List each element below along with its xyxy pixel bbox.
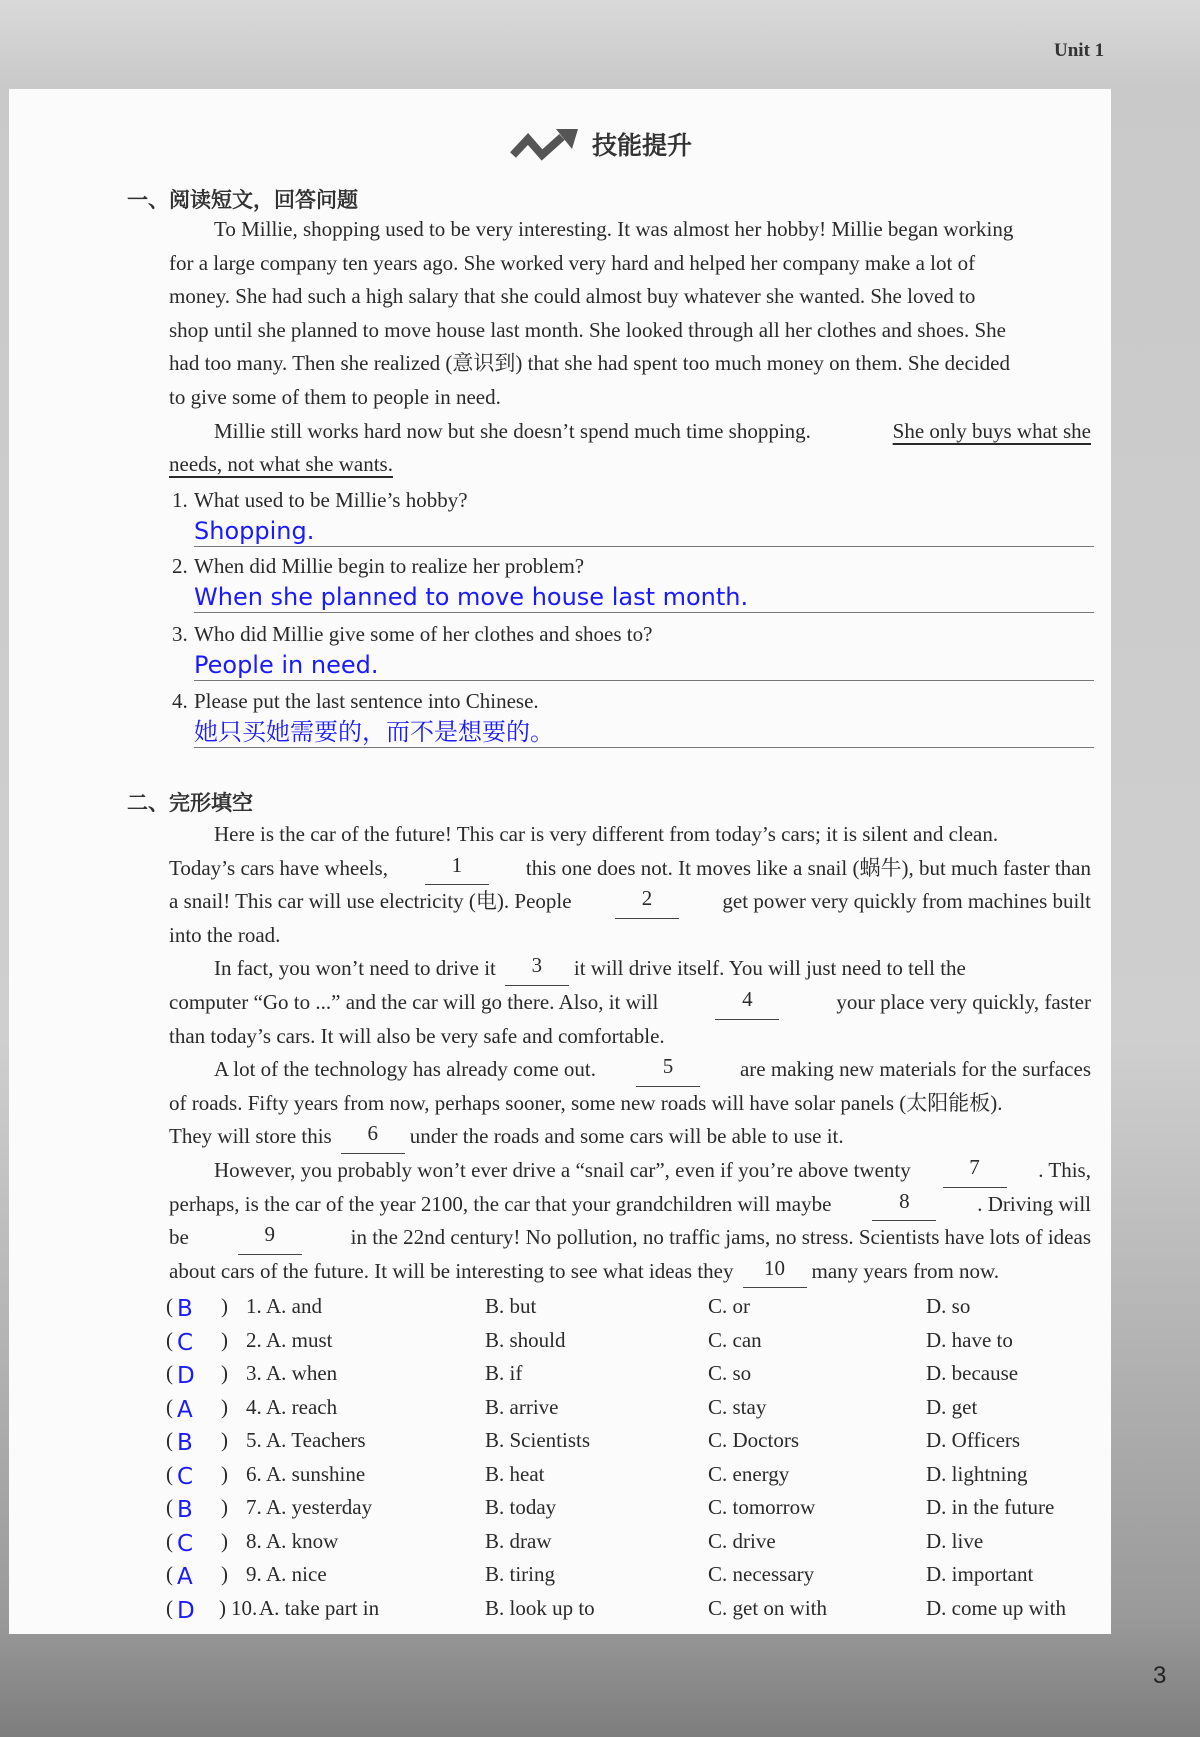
passage-line (169, 1255, 1091, 1289)
question-number: 3. (246, 1361, 262, 1385)
answer-field-1[interactable]: Shopping. (194, 516, 1094, 547)
option-c[interactable]: C. tomorrow (708, 1495, 816, 1519)
option-row-5 (0, 1428, 1200, 1461)
passage-line (169, 213, 1091, 247)
passage-line (169, 381, 1091, 415)
question-text: What used to be Millie’s hobby? (194, 488, 468, 512)
option-row-7 (0, 1495, 1200, 1528)
blank-3[interactable]: 3 (505, 952, 569, 986)
option-b[interactable]: B. should (485, 1327, 566, 1352)
option-c[interactable]: C. or (708, 1294, 750, 1318)
trend-arrow-icon (510, 127, 580, 161)
question-number: 4. (246, 1394, 262, 1419)
answer-letter[interactable]: C (177, 1329, 194, 1356)
passage-text: computer “Go to ...” and the car will go there. Also, it will (169, 989, 659, 1014)
passage-text: shop until she planned to move house last month. She looked through all her clothes and shoes. She (169, 317, 1006, 342)
paren-open: ( (166, 1428, 173, 1452)
answer-letter[interactable]: B (177, 1497, 193, 1523)
passage-line (169, 1221, 1091, 1255)
passage-text: be (169, 1225, 189, 1250)
option-a[interactable]: A. Teachers (266, 1428, 366, 1452)
passage-text: get power very quickly from machines built (722, 889, 1091, 914)
passage-text: than today’s cars. It will also be very safe and comfortable. (169, 1023, 665, 1048)
paren-close: ) (221, 1327, 228, 1352)
answer-letter[interactable]: C (177, 1530, 194, 1557)
cloze-passage (169, 818, 1091, 1288)
section-title-text: 技能提升 (592, 131, 693, 160)
passage-text: Here is the car of the future! This car is very different from today’s cars; it is silent and clean. (214, 822, 999, 846)
option-a[interactable]: A. and (266, 1294, 322, 1318)
option-a[interactable]: A. when (266, 1361, 338, 1385)
answer-field-3[interactable]: People in need. (194, 650, 1094, 681)
option-row-10 (0, 1596, 1200, 1629)
answer-letter[interactable]: A (177, 1564, 193, 1590)
blank-9[interactable]: 9 (238, 1221, 302, 1255)
passage-text: . Driving will (977, 1191, 1091, 1216)
option-d[interactable]: D. so (926, 1294, 971, 1318)
question-number: 2. (172, 554, 188, 578)
reading-passage (169, 213, 1091, 482)
passage-line (169, 314, 1091, 348)
page-number: 3 (1153, 1662, 1167, 1689)
option-d[interactable]: D. because (926, 1361, 1019, 1385)
paren-close: ) (221, 1294, 228, 1318)
option-b[interactable]: B. look up to (485, 1595, 595, 1620)
paren-close: ) (221, 1562, 228, 1586)
option-row-6 (0, 1462, 1200, 1495)
blank-5[interactable]: 5 (636, 1053, 700, 1087)
option-d[interactable]: D. important (926, 1562, 1034, 1586)
paren-open: ( (166, 1495, 173, 1519)
answer-field-4[interactable]: 她只买她需要的，而不是想要的。 (194, 717, 1094, 748)
passage-text: into the road. (169, 922, 281, 947)
question-4 (172, 689, 1094, 714)
blank-10[interactable]: 10 (743, 1255, 807, 1289)
passage-line (169, 1087, 1091, 1121)
paren-open: ( (166, 1461, 173, 1486)
passage-text: to give some of them to people in need. (169, 384, 501, 409)
option-row-2 (0, 1328, 1200, 1361)
question-number: 7. (246, 1495, 262, 1519)
passage-text: In fact, you won’t need to drive it (214, 956, 496, 981)
option-b[interactable]: B. but (485, 1294, 537, 1318)
option-a[interactable]: A. sunshine (266, 1461, 366, 1486)
option-b[interactable]: B. if (485, 1361, 523, 1385)
passage-line (169, 1020, 1091, 1054)
passage-line (169, 818, 1091, 852)
question-text: Who did Millie give some of her clothes and shoes to? (194, 622, 653, 646)
option-c[interactable]: C. necessary (708, 1562, 815, 1586)
option-row-3 (0, 1361, 1200, 1394)
unit-label: Unit 1 (1054, 40, 1105, 61)
paren-close: ) (221, 1461, 228, 1486)
passage-line (169, 986, 1091, 1020)
option-d[interactable]: D. have to (926, 1327, 1013, 1352)
option-b[interactable]: B. heat (485, 1461, 545, 1486)
passage-text: under the roads and some cars will be able to use it. (409, 1124, 844, 1149)
underlined-sentence: She only buys what she (892, 418, 1091, 443)
option-a[interactable]: A. take part in (259, 1595, 380, 1620)
answer-letter[interactable]: B (177, 1296, 193, 1322)
passage-text: money. She had such a high salary that she could almost buy whatever she wanted. She loved to (169, 284, 976, 309)
option-a[interactable]: A. know (266, 1528, 339, 1553)
passage-line (169, 1053, 1091, 1087)
option-d[interactable]: D. Officers (926, 1428, 1021, 1452)
option-d[interactable]: D. get (926, 1394, 978, 1419)
passage-text: To Millie, shopping used to be very interesting. It was almost her hobby! Millie began working (214, 217, 1014, 241)
option-d[interactable]: D. live (926, 1528, 984, 1553)
option-row-4 (0, 1395, 1200, 1428)
answer-letter[interactable]: B (177, 1430, 193, 1456)
option-c[interactable]: C. get on with (708, 1595, 827, 1620)
blank-1[interactable]: 1 (425, 852, 489, 886)
option-b[interactable]: B. Scientists (485, 1428, 591, 1452)
question-number: 1. (246, 1294, 262, 1318)
question-number: 3. (172, 622, 188, 646)
paren-close: ) (221, 1394, 228, 1419)
question-number: 8. (246, 1528, 262, 1553)
option-d[interactable]: D. come up with (926, 1595, 1066, 1620)
passage-line (169, 1120, 1091, 1154)
option-b[interactable]: B. today (485, 1495, 557, 1519)
passage-text: many years from now. (811, 1258, 1000, 1283)
passage-text: it will drive itself. You will just need to tell the (573, 956, 966, 981)
blank-8[interactable]: 8 (872, 1188, 936, 1222)
passage-text: A lot of the technology has already come out. (214, 1057, 596, 1082)
blank-6[interactable]: 6 (341, 1120, 405, 1154)
passage-text: However, you probably won’t ever drive a “snail car”, even if you’re above twenty (214, 1157, 911, 1182)
passage-line (169, 415, 1091, 449)
paren-open: ( (166, 1562, 173, 1586)
option-c[interactable]: C. energy (708, 1461, 790, 1486)
answer-letter[interactable]: A (177, 1396, 193, 1423)
option-d[interactable]: D. in the future (926, 1495, 1055, 1519)
blank-7[interactable]: 7 (943, 1154, 1007, 1188)
passage-line (169, 448, 1091, 482)
option-b[interactable]: B. draw (485, 1528, 552, 1553)
option-row-9 (0, 1562, 1200, 1595)
answer-letter[interactable]: D (177, 1363, 195, 1389)
paren-open: ( (166, 1394, 173, 1419)
passage-line (169, 1154, 1091, 1188)
answer-letter[interactable]: D (177, 1597, 195, 1624)
option-a[interactable]: A. nice (266, 1562, 327, 1586)
paren-close: ) (219, 1595, 226, 1620)
passage-text: this one does not. It moves like a snail (蜗牛), but much faster than (525, 855, 1091, 880)
passage-line (169, 247, 1091, 281)
question-number: 1. (172, 488, 188, 512)
passage-line (169, 919, 1091, 953)
option-c[interactable]: C. Doctors (708, 1428, 799, 1452)
option-b[interactable]: B. arrive (485, 1394, 559, 1419)
passage-text: for a large company ten years ago. She worked very hard and helped her company make a lot of (169, 250, 976, 275)
paren-close: ) (221, 1428, 228, 1452)
blank-2[interactable]: 2 (615, 885, 679, 919)
paren-open: ( (166, 1528, 173, 1553)
paren-close: ) (221, 1361, 228, 1385)
passage-text: They will store this (169, 1124, 332, 1149)
option-c[interactable]: C. can (708, 1327, 762, 1352)
passage-text: your place very quickly, faster (836, 989, 1091, 1014)
passage-text: in the 22nd century! No pollution, no traffic jams, no stress. Scientists have lots of ideas (350, 1225, 1091, 1250)
paren-close: ) (221, 1495, 228, 1519)
blank-4[interactable]: 4 (715, 986, 779, 1020)
paren-close: ) (221, 1528, 228, 1553)
option-c[interactable]: C. stay (708, 1394, 767, 1419)
option-d[interactable]: D. lightning (926, 1461, 1028, 1486)
option-row-1 (0, 1294, 1200, 1327)
section1-heading: 一、阅读短文，回答问题 (127, 188, 358, 212)
passage-text: are making new materials for the surfaces (739, 1057, 1091, 1082)
question-number: 10. (231, 1595, 258, 1620)
answer-field-2[interactable]: When she planned to move house last month. (194, 582, 1094, 613)
answer-letter[interactable]: C (177, 1463, 194, 1490)
passage-line (169, 280, 1091, 314)
question-3 (172, 622, 1094, 647)
passage-text: of roads. Fifty years from now, perhaps sooner, some new roads will have solar panels (太阳能板). (169, 1090, 1003, 1115)
question-number: 6. (246, 1461, 262, 1486)
question-1 (172, 488, 1094, 513)
passage-text: a snail! This car will use electricity (电). People (169, 889, 572, 914)
passage-line (169, 852, 1091, 886)
paren-open: ( (166, 1327, 173, 1352)
passage-text: Today’s cars have wheels, (169, 855, 388, 880)
question-text: When did Millie begin to realize her problem? (194, 554, 585, 578)
underlined-sentence: needs, not what she wants. (169, 452, 393, 477)
question-number: 4. (172, 689, 188, 713)
option-c[interactable]: C. so (708, 1361, 752, 1385)
passage-line (169, 952, 1091, 986)
option-a[interactable]: A. must (266, 1327, 333, 1352)
question-2 (172, 554, 1094, 579)
passage-line (169, 347, 1091, 381)
passage-text: . This, (1038, 1157, 1091, 1182)
passage-line (169, 1188, 1091, 1222)
paren-open: ( (166, 1595, 173, 1620)
option-a[interactable]: A. yesterday (266, 1495, 373, 1519)
option-b[interactable]: B. tiring (485, 1562, 556, 1586)
section-title (510, 126, 692, 162)
passage-text: had too many. Then she realized (意识到) that she had spent too much money on them. She decided (169, 351, 1010, 376)
question-number: 2. (246, 1327, 262, 1352)
option-c[interactable]: C. drive (708, 1528, 776, 1553)
passage-text: about cars of the future. It will be interesting to see what ideas they (169, 1258, 734, 1283)
passage-text: perhaps, is the car of the year 2100, the car that your grandchildren will maybe (169, 1191, 832, 1216)
question-number: 9. (246, 1562, 262, 1586)
question-text: Please put the last sentence into Chinese. (194, 689, 539, 713)
passage-text: Millie still works hard now but she doesn’t spend much time shopping. (214, 418, 811, 443)
paren-open: ( (166, 1294, 173, 1318)
paren-open: ( (166, 1361, 173, 1385)
option-row-8 (0, 1529, 1200, 1562)
question-number: 5. (246, 1428, 262, 1452)
option-a[interactable]: A. reach (266, 1394, 338, 1419)
section2-heading: 二、完形填空 (127, 791, 253, 815)
passage-line (169, 885, 1091, 919)
